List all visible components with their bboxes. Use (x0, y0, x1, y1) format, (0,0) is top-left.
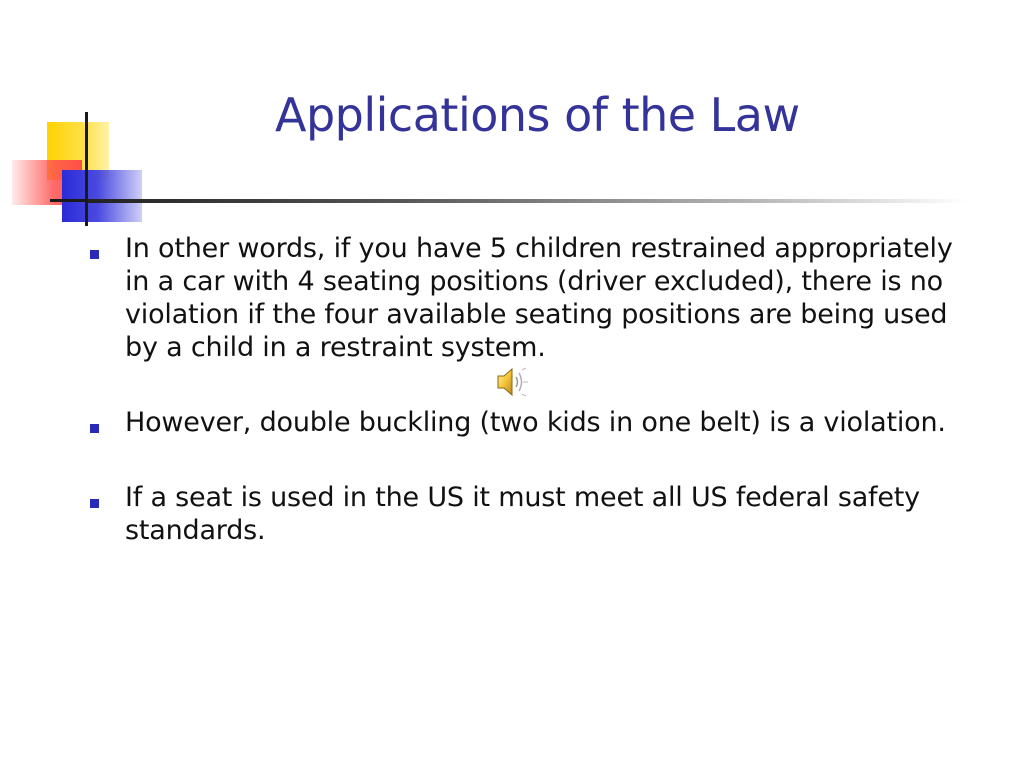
bullet-item (85, 232, 985, 364)
slide-title: Applications of the Law (275, 88, 800, 142)
bullet-list (85, 232, 985, 589)
logo-blue-square (62, 170, 142, 222)
bullet-text: In other words, if you have 5 children restrained appropriately in a car with 4 seating positions (driver excluded), there is no violation if the four available seating positions are being used by a child in a restraint system. (125, 233, 953, 363)
speaker-icon[interactable] (492, 364, 530, 400)
bullet-text: If a seat is used in the US it must meet all US federal safety standards. (125, 482, 920, 546)
bullet-marker (90, 424, 99, 433)
bullet-marker (90, 499, 99, 508)
decorative-logo (0, 100, 160, 230)
bullet-item (85, 406, 985, 439)
bullet-item (85, 481, 985, 547)
bullet-text: However, double buckling (two kids in one belt) is a violation. (125, 407, 946, 438)
title-divider (88, 199, 968, 203)
speaker-icon-graphic (492, 364, 530, 400)
bullet-marker (90, 250, 99, 259)
logo-vertical-line (85, 112, 88, 226)
